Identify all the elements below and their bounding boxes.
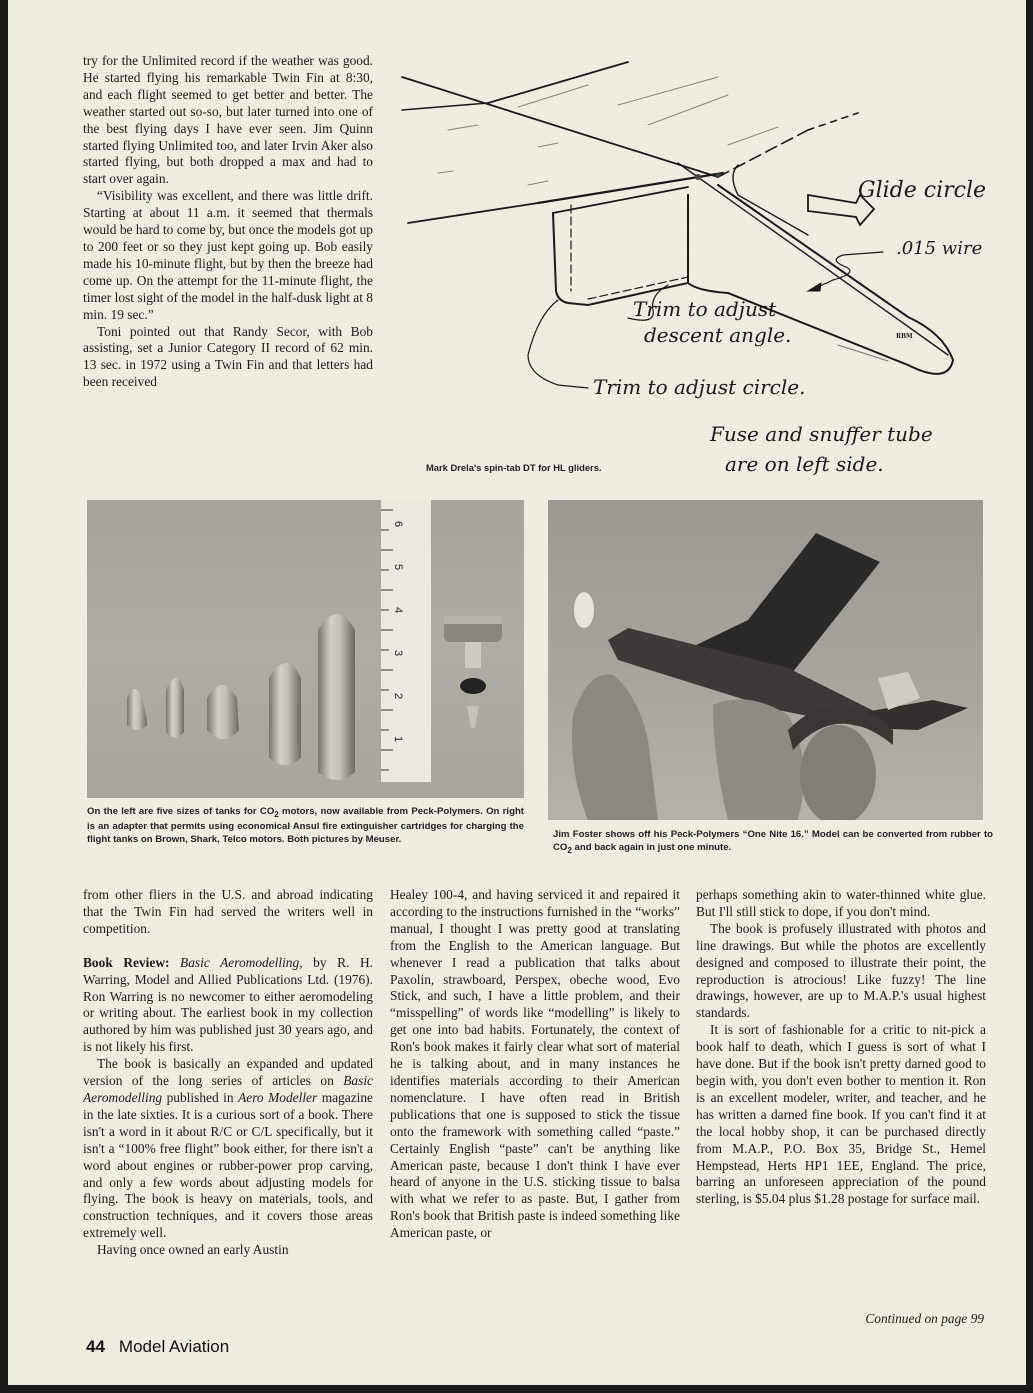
paragraph: Having once owned an early Austin [97, 1242, 289, 1258]
svg-text:3: 3 [392, 650, 404, 657]
spin-tab-drawing [388, 55, 988, 485]
photo-jim-foster [548, 500, 983, 820]
drawing-caption: Mark Drela's spin-tab DT for HL gliders. [426, 462, 602, 473]
artist-mark: RBM [896, 333, 913, 340]
photo-co2-tanks [87, 500, 524, 798]
paragraph: Toni pointed out that Randy Secor, with Bob assisting, set a Junior Category II record of 62 min. 13 sec. in 1972 using a Twin Fin and that letters had been received [83, 323, 373, 390]
model-plane-image [548, 500, 983, 820]
label-fuse-line1: Fuse and snuffer tube [710, 422, 933, 446]
svg-text:5: 5 [392, 564, 404, 571]
svg-text:2: 2 [392, 693, 404, 700]
photo-left-caption: On the left are five sizes of tanks for $CO_2$ motors, now available from Peck-Polymers. On right is an adapter that permits using economical Ansul fire extinguisher cartridges for charging the flight tanks on Brown, Shark, Telco motors. Both pictures by Meuser. [87, 806, 524, 845]
paragraph: perhaps something akin to water-thinned white glue. But I'll still stick to dope, if you don't mind. [696, 887, 986, 919]
label-trim-descent-line2: descent angle. [644, 323, 792, 347]
label-glide-circle: Glide circle [858, 178, 986, 203]
column-3 [696, 887, 986, 1208]
column-1 [83, 887, 373, 1259]
publication-name: Model Aviation [118, 1337, 230, 1356]
svg-text:1: 1 [392, 736, 404, 743]
book-review-label: Book Review: [83, 954, 170, 970]
svg-text:4: 4 [392, 607, 404, 614]
continued-note: Continued on page 99 [865, 1311, 984, 1326]
svg-text:6: 6 [392, 521, 404, 528]
paragraph: Healey 100-4, and having serviced it and repaired it according to the instructions furnished in the “works” manual, I thought I was pretty good at translating from the English to the American language. But whenever I read a publication that talks about Paxolin, strawboard, Perspex, obeche wood, Evo Stick, and such, I have a little problem, and their “misspelling” of words like “modelling” is likely to get one into bad habits. Fortunately, the context of Ron's book makes it fairly clear what sort of material he is talking about, and in many instances he identifies materials according to their American nomenclature. I have often read in British publications that one is supposed to stick the tissue onto the framework with something called “paste.” Certainly English “paste” can't be anything like American paste, because I don't think I have ever heard of anyone in the U.S. sticking tissue to balsa with what we refer to as paste. But, I gather from Ron's book that British paste is indeed something like American paste, or [390, 887, 680, 1241]
co2-tanks-image [87, 500, 524, 798]
paragraph: It is sort of fashionable for a critic to nit-pick a book half to death, which I guess is sort of what I have done. But if the book isn't pretty darned good to begin with, you don't even bother to mention it. Ron is an excellent modeler, writer, and teacher, and he has written a darned fine book. If you can't find it at the local hobby shop, it can be purchased directly from M.A.P., P.O. Box 35, Bridge St., Hemel Hempstead, Herts HP1 1EE, England. The price, barring an unforeseen appreciation of the pound sterling, is $5.04 plus $1.28 postage for surface mail. [696, 1022, 986, 1207]
glider-tail-drawing [388, 55, 988, 485]
paragraph: The book is profusely illustrated with photos and line drawings. But while the photos are excellently designed and composed to illustrate their point, the reproduction is atrocious! Like fuzzy! The line drawings, however, are up to M.A.P.'s usual highest standards. [696, 920, 986, 1021]
label-wire: .015 wire [896, 238, 983, 259]
magazine-page [8, 0, 1026, 1385]
book-title: Basic Aeromodelling [180, 954, 300, 970]
page-footer [86, 1337, 229, 1357]
label-trim-circle: Trim to adjust circle. [593, 375, 806, 399]
column-2 [390, 887, 680, 1242]
paragraph: try for the Unlimited record if the weather was good. He started flying his remarkable Twin Fin at 8:30, and each flight seemed to get better and better. The weather started out so-so, but later turned into one of the best flying days I have ever seen. Jim Quinn started flying Unlimited too, and later Irvin Aker also started flying, but both dropped a max and had to start over again. [83, 53, 373, 187]
label-trim-descent-line1: Trim to adjust [633, 297, 777, 321]
page-number: 44 [86, 1337, 105, 1356]
label-fuse-line2: are on left side. [725, 452, 884, 476]
photo-right-caption: Jim Foster shows off his Peck-Polymers “One Nite 16.” Model can be converted from rubber to $CO_2$ and back again in just one minute. [553, 829, 993, 855]
book-review-paragraph: Book Review: Basic Aeromodelling, by R. H. Warring, Model and Allied Publications Ltd. (1976). Ron Warring is no newcomer to either aeromodeling or writing about. The earliest book in my collection authored by him was published just 30 years ago, and is not likely his first. [83, 954, 373, 1055]
paragraph: “Visibility was excellent, and there was little drift. Starting at about 11 a.m. it seemed that thermals would be hard to come by, but once the models got up to 200 feet or so they just kept going up. Bob easily made his 10-minute flight, but by then the breeze had come up. On the attempt for the 11-minute flight, the timer lost sight of the model in the half-dusk light at 8 min. 19 sec.” [83, 188, 373, 322]
paragraph: from other fliers in the U.S. and abroad indicating that the Twin Fin had served the writers well in competition. [83, 887, 373, 936]
column-top-left [83, 53, 373, 391]
paragraph: The book is basically an expanded and updated version of the long series of articles on Basic Aeromodelling published in Aero Modeller magazine in the late sixties. It is a curious sort of a book. There isn't a word in it about R/C or C/L specifically, but it isn't a “100% free flight” book either, for there isn't a word about engines or rubber-power prop carving, and only a few words about adjusting models for flying. The book is heavy on materials, tools, and construction techniques, and it covers those areas extremely well. [83, 1056, 374, 1241]
